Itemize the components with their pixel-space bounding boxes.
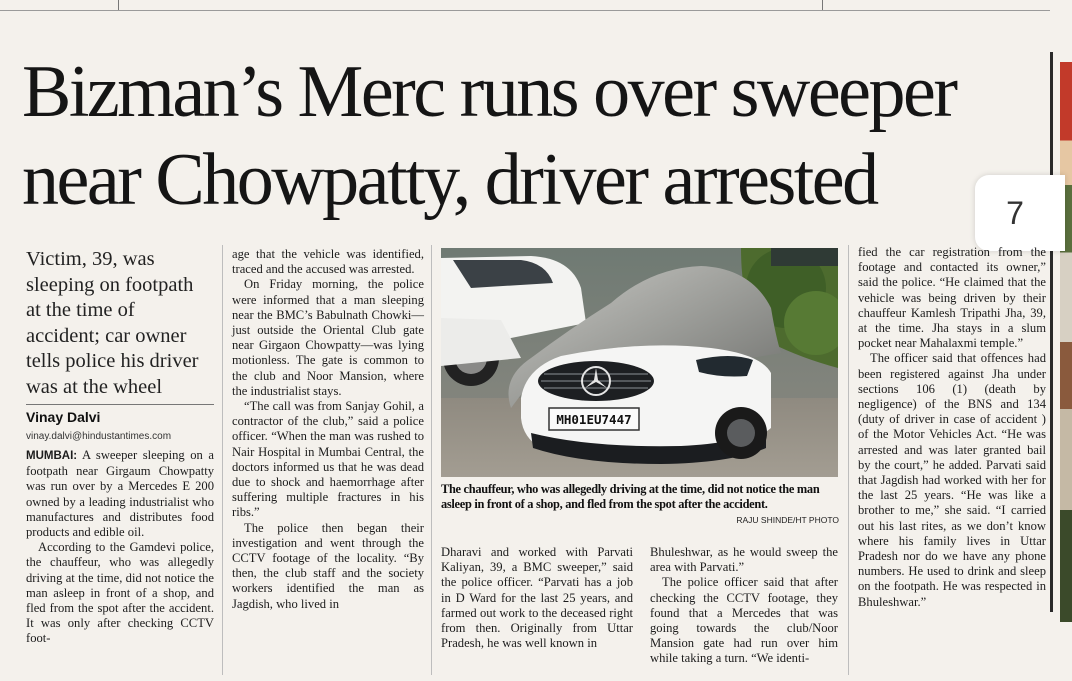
paragraph: The police officer said that after checking the CCTV footage, they found that a Mercedes that was going towards the club/Noor Mansion gate had run over him while taking a turn. “We identi-: [650, 575, 838, 666]
top-tick: [118, 0, 119, 10]
paragraph: fied the car registration from the footage and contacted its owner,” said the police. “He claimed that the vehicle was being driven by their chauffeur Kamlesh Tripathi Jha, 39, at the time. Jha stays in a slum pocket near Mahalaxmi temple.”: [858, 245, 1046, 351]
dateline: MUMBAI:: [26, 450, 78, 462]
kicker: Victim, 39, was sleeping on footpath at the time of accident; car owner tells police his driver was at the wheel: [26, 248, 199, 398]
paragraph: A sweeper sleeping on a footpath near Girgaum Chowpatty was run over by a Mercedes E 200 owned by a leading industrialist who manufactures and distributes food products and edible oil.: [26, 448, 214, 540]
body-column-1: [26, 448, 214, 647]
author-email: vinay.dalvi@hindustantimes.com: [26, 431, 172, 442]
adjacent-page-rule: [1050, 52, 1053, 612]
column-rule: [222, 245, 223, 675]
column-rule: [848, 245, 849, 675]
page-number: 7: [1006, 194, 1024, 231]
paragraph: Dharavi and worked with Parvati Kaliyan, 39, a BMC sweeper,” said the police officer. “Parvati has a job in D Ward for the last 25 years, and farmed out work to the deceased right from then. Originally from Uttar Pradesh, he was well known in: [441, 545, 633, 651]
paragraph: On Friday morning, the police were informed that a man sleeping near the BMC’s Babulnath Chowki—just outside the Oriental Club gate near Girgaon Chowpatty—was lying motionless. The gate is common to the club and Noor Mansion, where the industrialist stays.: [232, 277, 424, 398]
body-column-2: [232, 247, 424, 612]
headline: Bizman’s Merc runs over sweeper near Chowpatty, driver arrested: [22, 51, 956, 221]
paragraph: The officer said that offences had been registered against Jha under sections 106 (1) (death by negligence) of the BNS and 134 (duty of driver in case of accident ) of the Motor Vehicles Act. “He was arrested and was later granted bail by the court,” he added. Parvati said that Jagdish had worked with her for the last 25 years. “He was like a brother to me,” she said. “I carried out his last rites, as we don’t know where his family lives in Uttar Pradesh nor do we have any phone numbers. He used to drink and sleep on the footpath. He was respected in Bhuleshwar.”: [858, 351, 1046, 609]
license-plate: MH01EU7447: [556, 412, 632, 427]
body-column-3: [441, 545, 633, 651]
body-column-5: [858, 245, 1046, 610]
photo-caption: The chauffeur, who was allegedly driving at the time, did not notice the man asleep in front of a shop, and fled from the spot after the accident.: [441, 482, 820, 511]
paragraph: Bhuleshwar, as he would sweep the area with Parvati.”: [650, 545, 838, 575]
mercedes-car-illustration: [441, 248, 838, 477]
photo-credit: RAJU SHINDE/HT PHOTO: [736, 515, 839, 525]
top-rule: [0, 10, 1050, 11]
paragraph: “The call was from Sanjay Gohil, a contractor of the club,” said a police officer. “When the man was rushed to Nair Hospital in Mumbai Central, the doctors informed us that he was dead due to shock and haemorrhage after suffering multiple fractures in his ribs.”: [232, 399, 424, 520]
paragraph: According to the Gamdevi police, the chauffeur, who was allegedly driving at the time, did not notice the man asleep in front of a shop, and fled from the spot after the accident. It was only after checking CCTV foot-: [26, 540, 214, 646]
news-photo: [441, 248, 838, 477]
byline: Vinay Dalvi: [26, 409, 101, 425]
byline-rule: [26, 404, 214, 405]
paragraph: The police then began their investigation and went through the CCTV footage of the locality. “By then, the club staff and the society workers identified the man as Jagdish, who lived in: [232, 520, 424, 611]
column-rule: [431, 245, 432, 675]
adjacent-page-photo-strip: [1060, 62, 1072, 622]
body-column-4: [650, 545, 838, 667]
paragraph: age that the vehicle was identified, traced and the accused was arrested.: [232, 247, 424, 277]
top-tick: [822, 0, 823, 10]
page-number-badge[interactable]: [975, 175, 1065, 251]
